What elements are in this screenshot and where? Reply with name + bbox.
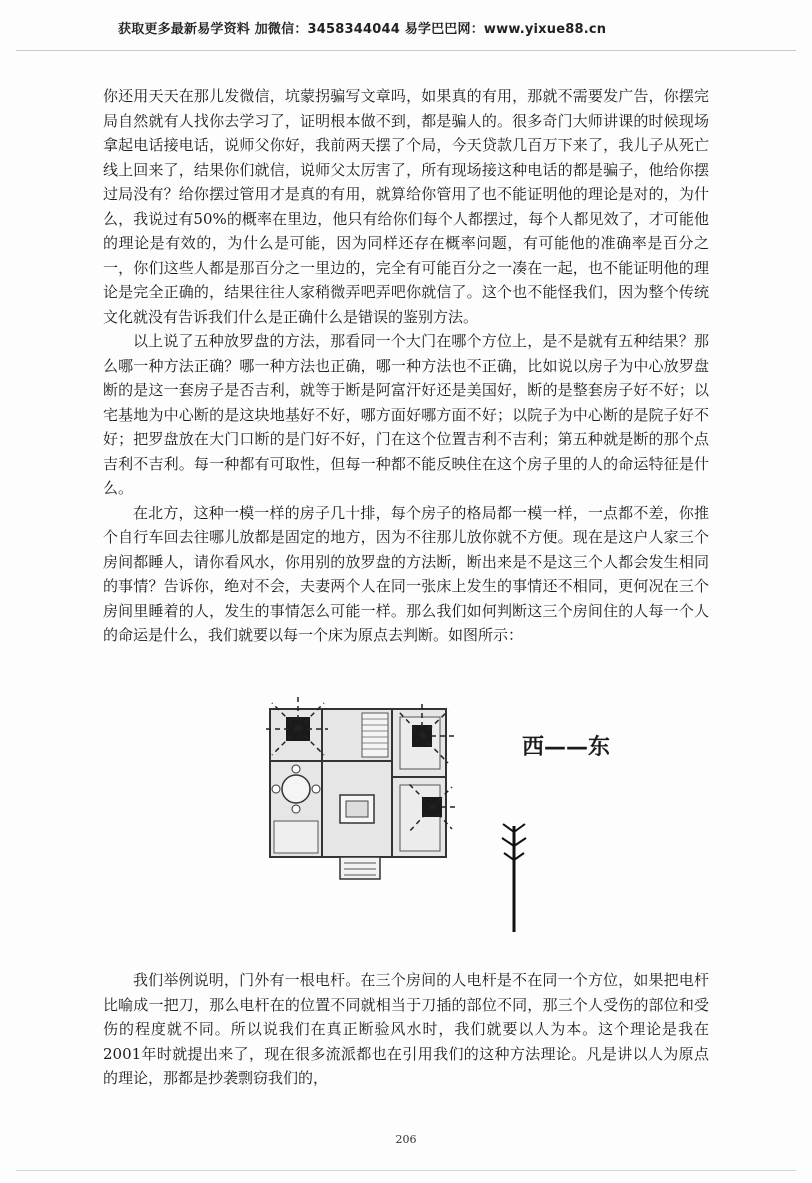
- header-divider: [16, 50, 796, 51]
- paragraph: 你还用天天在那儿发微信，坑蒙拐骗写文章吗，如果真的有用，那就不需要发广告，你摆完局自然就有人找你去学习了，证明根本做不到，都是骗人的。很多奇门大师讲课的时候现场拿起电话接电话，说师父你好，我前两天摆了个局，今天贷款几百万下来了，我儿子从死亡线上回来了，结果你们就信，说师父太厉害了，所有现场接这种电话的都是骗子，他给你摆过局没有？给你摆过管用才是真的有用，就算给你管用了也不能证明他的理论是对的，为什么，我说过有50%的概率在里边，他只有给你们每个人都摆过，每个人都见效了，才可能他的理论是有效的，为什么是可能，因为同样还存在概率问题，有可能他的准确率是百分之一，你们这些人都是那百分之一里边的，完全有可能百分之一凑在一起，也不能证明他的理论是完全正确的，结果往往人家稍微弄吧弄吧你就信了。这个也不能怪我们，因为整个传统文化就没有告诉我们什么是正确什么是错误的鉴别方法。: [103, 87, 709, 326]
- paragraph: 我们举例说明，门外有一根电杆。在三个房间的人电杆是不在同一个方位，如果把电杆比喻成一把刀，那么电杆在的位置不同就相当于刀插的部位不同，那三个人受伤的部位和受伤的程度就不同。所以说我们在真正断验风水时，我们就要以人为本。这个理论是我在2001年时就提出来了，现在很多流派都也在引用我们的这种方法理论。凡是讲以人为原点的理论，那都是抄袭剽窃我们的，: [103, 971, 709, 1087]
- direction-label: 西——东: [522, 735, 611, 760]
- page-number: 206: [395, 1133, 417, 1146]
- paragraph: 以上说了五种放罗盘的方法，那看同一个大门在哪个方位上，是不是就有五种结果？那么哪一种方法正确？哪一种方法也正确，哪一种方法也不正确，比如说以房子为中心放罗盘断的是这一套房子是否吉利，就等于断是阿富汗好还是美国好，断的是整套房子好不好；以宅基地为中心断的是这块地基好不好，哪方面好哪方面不好；以院子为中心断的是院子好不好；把罗盘放在大门口断的是门好不好，门在这个位置吉利不吉利；第五种就是断的那个点吉利不吉利。每一种都有可取性，但每一种都不能反映住在这个房子里的人的命运特征是什么。: [103, 332, 709, 497]
- floor-plan-figure: [262, 697, 462, 887]
- utility-pole-icon: [494, 820, 534, 935]
- footer-divider: [16, 1170, 796, 1171]
- body-text-bottom: [103, 968, 709, 1091]
- page-header: 获取更多最新易学资料 加微信：3458344044 易学巴巴网：www.yixue88.cn: [118, 22, 607, 37]
- paragraph: 在北方，这种一模一样的房子几十排，每个房子的格局都一模一样，一点都不差，你推个自行车回去往哪儿放都是固定的地方，因为不往那儿放你就不方便。现在是这户人家三个房间都睡人，请你看风水，你用别的放罗盘的方法断，断出来是不是这三个人都会发生相同的事情？告诉你，绝对不会，夫妻两个人在同一张床上发生的事情还不相同，更何况在三个房间里睡着的人，发生的事情怎么可能一样。那么我们如何判断这三个房间住的人每一个人的命运是什么，我们就要以每一个床为原点去判断。如图所示：: [103, 503, 709, 644]
- body-text-top: [103, 84, 709, 648]
